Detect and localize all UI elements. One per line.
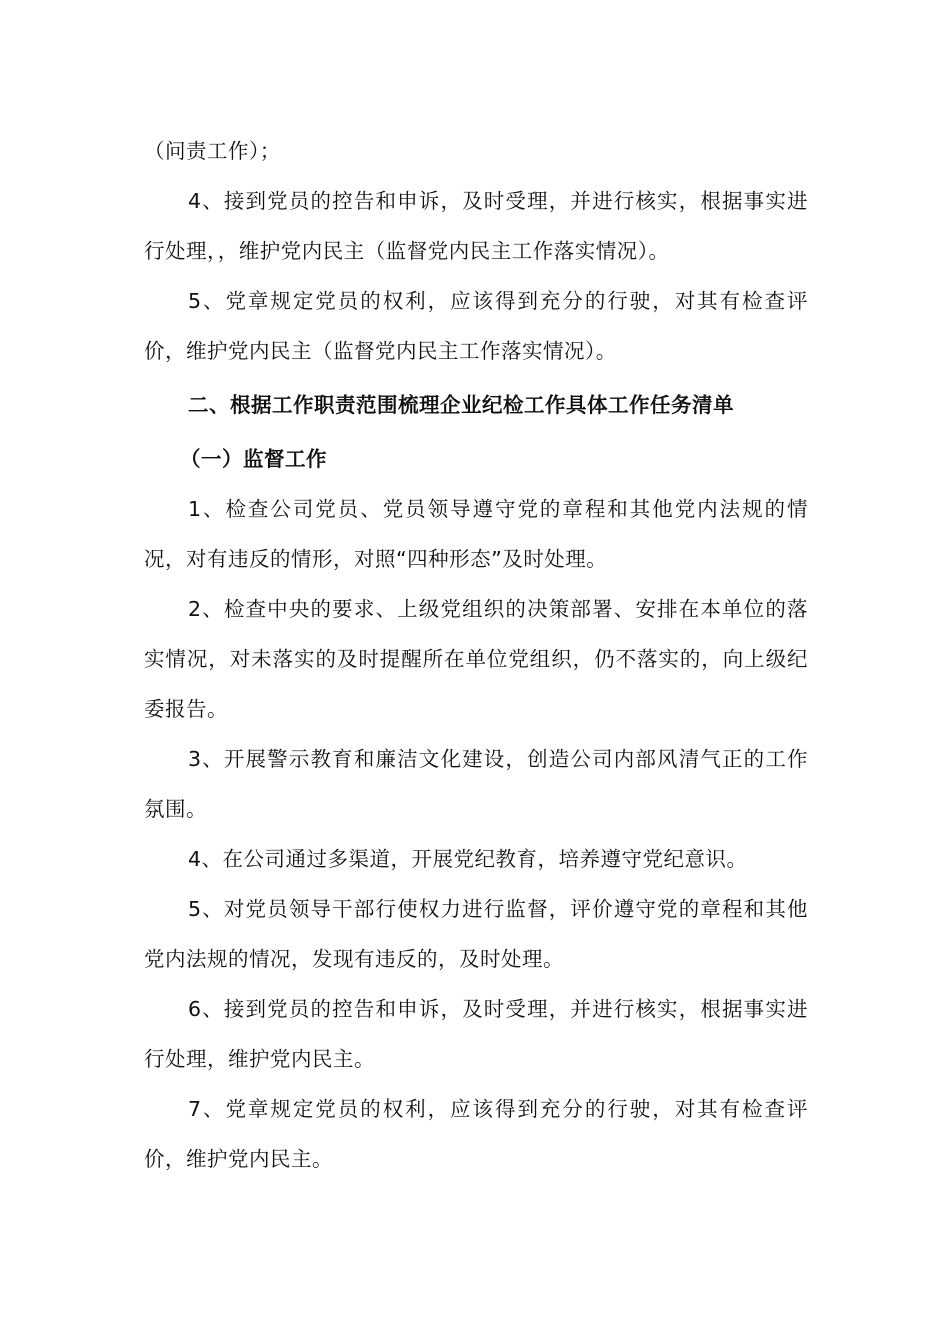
supervision-item-1: 1、检查公司党员、党员领导遵守党的章程和其他党内法规的情况，对有违反的情形，对照“四种形态”及时处理。: [144, 497, 808, 571]
document-body: [144, 126, 808, 1184]
section-heading: 二、根据工作职责范围梳理企业纪检工作具体工作任务清单: [188, 393, 734, 417]
supervision-item-3: 3、开展警示教育和廉洁文化建设，创造公司内部风清气正的工作氛围。: [144, 747, 808, 821]
paragraph-continuation: （问责工作）；: [144, 139, 281, 163]
paragraph-item-4: 4、接到党员的控告和申诉，及时受理，并进行核实，根据事实进行处理，，维护党内民主（监督党内民主工作落实情况）。: [144, 189, 808, 263]
supervision-item-4: 4、在公司通过多渠道，开展党纪教育，培养遵守党纪意识。: [188, 847, 748, 871]
supervision-item-6: 6、接到党员的控告和申诉，及时受理，并进行核实，根据事实进行处理，维护党内民主。: [144, 997, 808, 1071]
supervision-item-5: 5、对党员领导干部行使权力进行监督，评价遵守党的章程和其他党内法规的情况，发现有违反的，及时处理。: [144, 897, 808, 971]
supervision-item-7: 7、党章规定党员的权利，应该得到充分的行驶，对其有检查评价，维护党内民主。: [144, 1097, 808, 1171]
supervision-item-2: 2、检查中央的要求、上级党组织的决策部署、安排在本单位的落实情况，对未落实的及时提醒所在单位党组织，仍不落实的，向上级纪委报告。: [144, 597, 808, 721]
subsection-heading: （一）监督工作: [180, 447, 327, 471]
paragraph-item-5: 5、党章规定党员的权利，应该得到充分的行驶，对其有检查评价，维护党内民主（监督党内民主工作落实情况）。: [144, 289, 808, 363]
